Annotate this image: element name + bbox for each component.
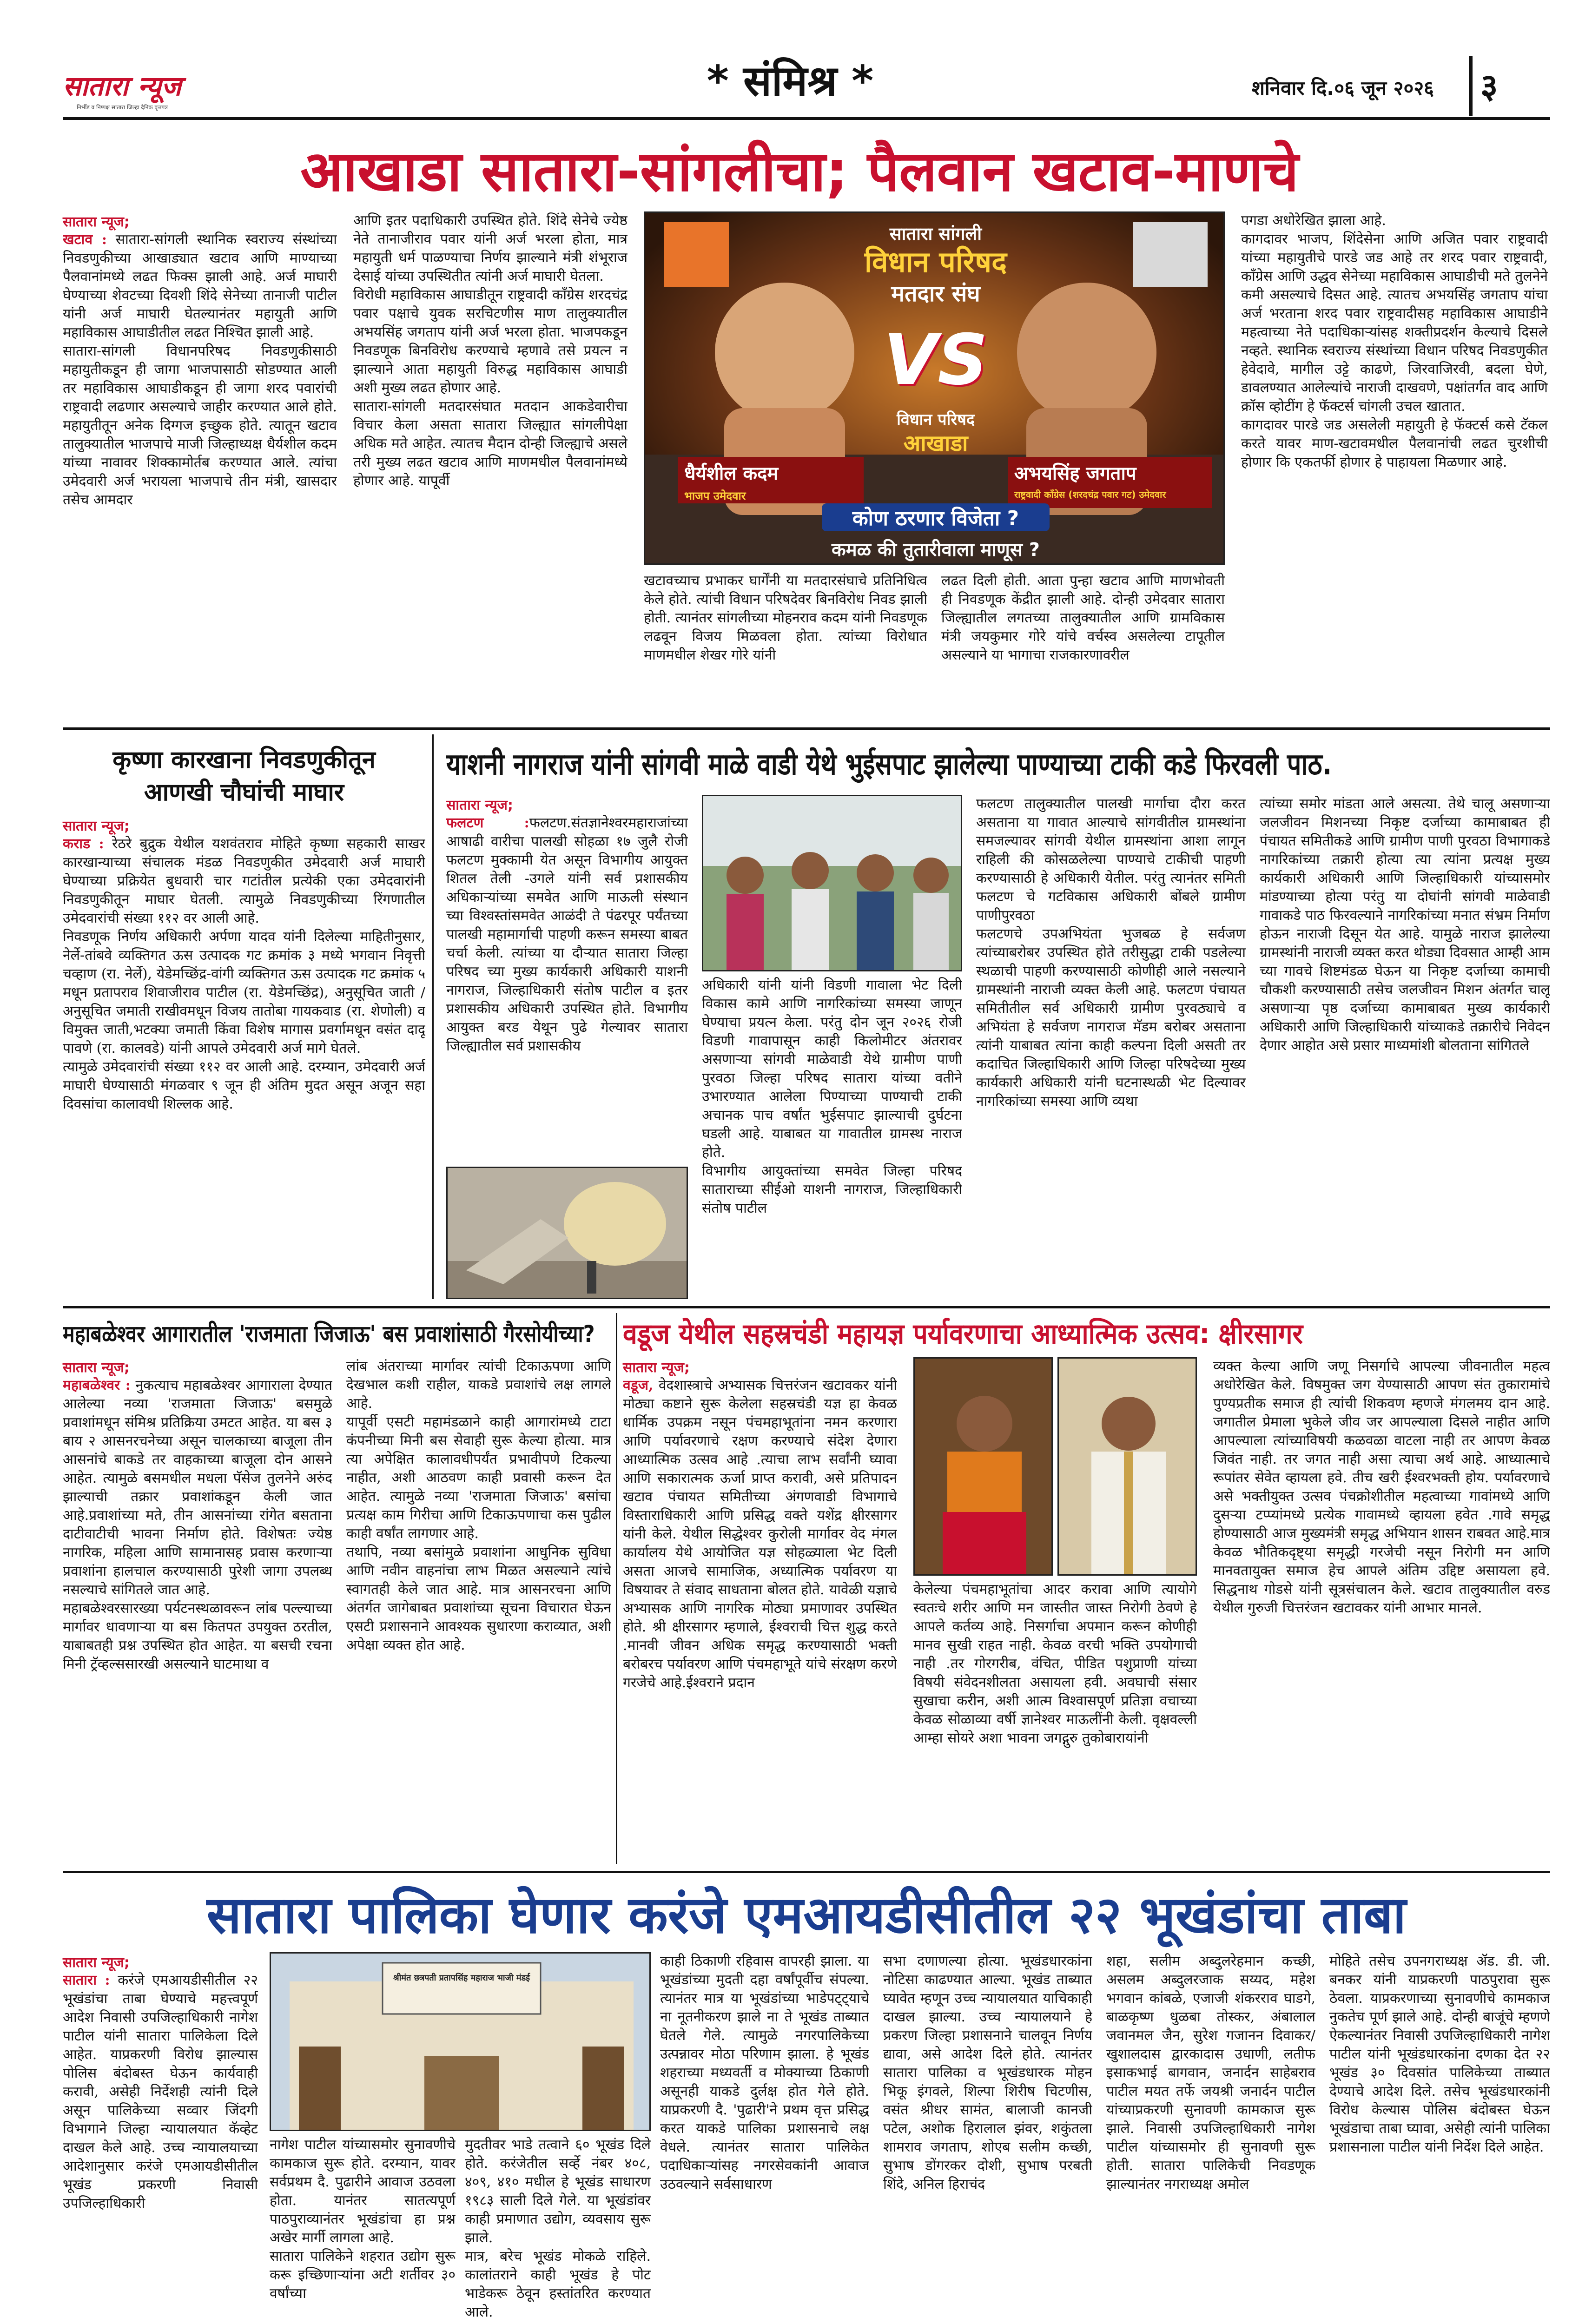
poster-center-line1: विधान परिषद	[897, 410, 975, 429]
story1-col4: लढत दिली होती. आता पुन्हा खटाव आणि माणभोवती ही निवडणूक केंद्रीत झाली आहे. दोन्ही उमेदवार सातारा जिल्ह्यातील लगतच्या तालुक्यातील आणि ग्रामविकास मंत्री जयकुमार गोरे यांचे वर्चस्व असलेल्या टापूतील असल्याने या भागाचा राजकारणावरील	[941, 573, 1225, 663]
dateline: सातारा न्यूज;	[63, 1954, 130, 1971]
candidate-left-plate	[678, 457, 864, 503]
poster-question: कोण ठरणार विजेता ?	[822, 503, 1050, 531]
headline-vaduj-yagna: वडूज येथील सहस्रचंडी महायज्ञ पर्यावरणाचा आध्यात्मिक उत्सव: क्षीरसागर	[623, 1318, 1303, 1350]
candidate-right-party: राष्ट्रवादी काँग्रेस (शरदचंद्र पवार गट) उमेदवार	[1014, 489, 1166, 500]
election-poster	[644, 211, 1225, 565]
tank-illustration	[448, 1168, 688, 1299]
headline-mahabaleshwar-bus: महाबळेश्वर आगारातील 'राजमाता जिजाऊ' बस प्रवाशांसाठी गैरसोयीच्या?	[63, 1320, 595, 1347]
story-text: सातारा : करंजे एमआयडीसीतील २२ भूखंडांचा ताबा घेण्याचे महत्त्वपूर्ण आदेश निवासी उपजिल्हाधिकारी नागेश पाटील यांनी सातारा पालिकेला दिले आहेत. याप्रकरणी विरोध झाल्यास पोलिस बंदोबस्त घेऊन कार्यवाही करावी, असेही निर्देशही त्यांनी दिले असून पालिकेच्या सव्वार जिंदगी विभागाने जिल्हा न्यायालयात कॅव्हेट दाखल केले आहे. उच्च न्यायालयाच्या आदेशानुसार करंजे एमआयडीसीतील भूखंड प्रकरणी निवासी उपजिल्हाधिकारी	[63, 1972, 258, 2212]
page-number: ३	[1480, 66, 1498, 106]
speaker-illustration	[915, 1359, 1053, 1576]
dateline-place: वडूज,	[623, 1377, 654, 1393]
story4-col1	[63, 1357, 332, 1864]
poster-center-line2: आखाडा	[903, 430, 968, 456]
story1-col1	[63, 211, 337, 718]
poster-vs: VS	[883, 320, 988, 401]
story4-col2: लांब अंतराच्या मार्गावर त्यांची टिकाऊपणा आणि देखभाल कशी राहील, याकडे प्रवाशांचे लक्ष लागले आहे. यापूर्वी एसटी महामंडळाने काही आगारांमध्ये टाटा कंपनीच्या मिनी बस सेवाही सुरू केल्या होत्या. मात्र त्या अपेक्षित कालावधीपर्यंत प्रभावीपणे टिकल्या नाहीत, अशी आठवण काही प्रवासी करून देत आहेत. त्यामुळे नव्या 'राजमाता जिजाऊ' बसांचा प्रत्यक्ष काम गिरीचा आणि टिकाऊपणाचा कस पुढील काही वर्षांत लागणार आहे. तथापि, नव्या बसांमुळे प्रवाशांना आधुनिक सुविधा आणि नवीन वाहनांचा लाभ मिळत असल्याने त्यांचे स्वागतही केले जात आहे. मात्र आसनरचना आणि अंतर्गत जागेबाबत प्रवाशांच्या सूचना विचारात घेऊन एसटी प्रशासनाने आवश्यक सुधारणा कराव्यात, अशी अपेक्षा व्यक्त होत आहे.	[346, 1358, 611, 1653]
story1-col2: आणि इतर पदाधिकारी उपस्थित होते. शिंदे सेनेचे ज्येष्ठ नेते तानाजीराव पवार यांनी अर्ज भरला होता, मात्र महायुती धर्म पाळण्याचा निर्णय झाल्याने मंत्री शंभूराज देसाई यांच्या उपस्थितीत त्यांनी अर्ज माघारी घेतला. विरोधी महाविकास आघाडीतून राष्ट्रवादी काँग्रेस शरदचंद्र पवार पक्षाचे युवक सरचिटणीस माण तालुक्यातील अभयसिंह जगताप यांनी अर्ज भरला होता. भाजपकडून निवडणूक बिनविरोध करण्याचे म्हणावे तसे प्रयत्न न झाल्याने आता महायुती विरुद्ध महाविकास आघाडी अशी मुख्य लढत होणार आहे. सातारा-सांगली मतदारसंघात मतदान आकडेवारीचा विचार केला असता सातारा जिल्ह्यात सांगलीपेक्षा अधिक मते आहेत. त्यातच मैदान दोन्ही जिल्ह्याचे असले तरी मुख्य लढत खटाव आणि माणमधील पैलवानांमध्ये होणार आहे. यापूर्वी	[353, 212, 628, 489]
story3-photo-caption: अधिकारी यांनी यांनी विडणी गावाला भेट दिली विकास कामे आणि नागरिकांच्या समस्या जाणून घेण्याचा प्रयत्न केला. परंतु दोन जून २०२६ रोजी विडणी गावापासून काही किलोमीटर अंतरावर असणाऱ्या सांगवी माळेवाडी येथे ग्रामीण पाणी पुरवठा जिल्हा परिषद सातारा यांच्या वतीने उभारण्यात आलेला पिण्याच्या पाण्याची टाकी अचानक पाच वर्षांत भुईसपाट झाल्याची दुर्घटना घडली आहे. याबाबत या गावातील ग्रामस्थ नाराज होते. विभागीय आयुक्तांच्या समवेत जिल्हा परिषद साताराच्या सीईओ याशनी नागराज, जिल्हाधिकारी संतोष पाटील	[702, 977, 962, 1216]
dateline-place: महाबळेश्वर :	[63, 1377, 131, 1393]
page-number-divider	[1469, 56, 1473, 116]
story6-photo-caption: नागेश पाटील यांच्यासमोर सुनावणीचे कामकाज सुरू होते. दरम्यान, यावर सर्वप्रथम दै. पुढारीने आवाज उठवला होता. यानंतर सातत्यपूर्ण पाठपुराव्यानंतर भूखंडांचा हा प्रश्न अखेर मार्गी लागला आहे. सातारा पालिकेने शहरात उद्योग सुरू करू इच्छिणाऱ्यांना अटी शर्तीवर ३० वर्षांच्या	[270, 2137, 456, 2302]
candidate-left-name: धैर्यशील कदम	[684, 463, 779, 484]
section-title: * संमिश्र *	[707, 57, 874, 106]
masthead-rule	[63, 117, 1550, 120]
story6-col1	[63, 1952, 258, 2324]
story5-col3: व्यक्त केल्या आणि जणू निसर्गाचे आपल्या जीवनातील महत्व अधोरेखित केले. विषमुक्त जग येण्यासाठी आपण संत तुकारामांचे पुण्यप्रतीक समाज ही त्यांची शिकवण म्हणजे मंगलमय दान आहे. जगातील प्रेमाला भुकेले जीव जर आपल्याला दिसले नाहीत आणि आपल्याला त्यांच्याविषयी कळवळा वाटला नाही तर आपण केवळ जिवंत नाही. तर जगत नाही असा त्याचा अर्थ आहे. आध्यात्माचे रूपांतर सेवेत व्हायला हवे. तीच खरी ईश्वरभक्ती होय. पर्यावरणाचे असे भक्तीयुक्त उत्सव पंचक्रोशीतील महत्वाच्या गावांमध्ये आणि दुसऱ्या टप्प्यांमध्ये प्रत्येक गावामध्ये व्हायला हवेत .गावे समृद्ध होण्यासाठी आज मुख्यमंत्री समृद्ध अभियान शासन राबवत आहे.मात्र केवळ भौतिकदृष्ट्या समृद्धी गरजेची नसून निरोगी मन आणि मानवतायुक्त समाज हेच आपले अंतिम उद्दिष्ट असायला हवे. सिद्धनाथ गोडसे यांनी सूत्रसंचालन केले. खटाव तालुक्यातील वरुड येथील गुरुजी चित्तरंजन खटावकर यांनी आभार मानले.	[1213, 1358, 1550, 1616]
headline-yashani: याशनी नागराज यांनी सांगवी माळे वाडी येथे भुईसपाट झालेल्या पाण्याच्या टाकी कडे फिरवली पाठ.	[446, 747, 1332, 782]
photo-officials-visit	[702, 795, 962, 971]
story6-col7: मोहिते तसेच उपनगराध्यक्ष ॲड. डी. जी. बनकर यांनी याप्रकरणी पाठपुरावा सुरू ठेवला. याप्रकरणाच्या सुनावणीचे कामकाज नुकतेच पूर्ण झाले आहे. दोन्ही बाजूंचे म्हणणे ऐकल्यानंतर निवासी उपजिल्हाधिकारी नागेश पाटील यांनी भूखंडधारकांना दणका देत २२ भूखंड ३० दिवसांत पालिकेच्या ताब्यात देण्याचे आदेश दिले. तसेच भूखंडधारकांनी विरोध केल्यास पोलिस बंदोबस्त घेऊन भूखंडाचा ताबा घ्यावा, असेही त्यांनी पालिका प्रशासनाला पाटील यांनी निर्देश दिले आहेत.	[1329, 1953, 1550, 2155]
story3-col3: फलटण तालुक्यातील पालखी मार्गाचा दौरा करत असताना या गावात आल्याचे सांगवीतील ग्रामस्थांना समजल्यावर सांगवी येथील ग्रामस्थांना आशा लागून राहिली की कोसळलेल्या पाण्याचे टाकीची पाहणी करण्यासाठी हे अधिकारी येतील. परंतु त्यानंतर समिती फलटण चे गटविकास अधिकारी बोंबले ग्रामीण पाणीपुरवठा फलटणचे उपअभियंता भुजबळ हे सर्वजण त्यांच्याबरोबर उपस्थित होते तरीसुद्धा टाकी पडलेल्या स्थळाची पाहणी करण्यासाठी कोणीही आले नसल्याने ग्रामस्थांनी नाराजी व्यक्त केली आहे. फलटण पंचायत समितीतील सर्व अधिकारी ग्रामीण पुरवठ्याचे व अभियंता हे सर्वजण नागराज मॅडम बरोबर असताना त्यांनी याबाबत त्यांना काही कल्पना दिली असती तर कदाचित जिल्हाधिकारी आणि जिल्हा परिषदेच्या मुख्य कार्यकारी अधिकारी यांनी घटनास्थळी भेट दिल्यावर नागरिकांच्या समस्या आणि व्यथा	[976, 796, 1246, 1109]
section-rule	[63, 727, 1550, 730]
story-text: वडूज, वेदशास्त्राचे अभ्यासक चित्तरंजन खटावकर यांनी मोठ्या कष्टाने सुरू केलेला सहस्रचंडी यज्ञ हा केवळ धार्मिक उपक्रम नसून पंचमहाभूतांना नमन करणारा आणि पर्यावरणाचे रक्षण करण्याचे संदेश देणारा आध्यात्मिक उत्सव आहे .त्याचा लाभ सर्वांनी घ्यावा आणि सकारात्मक ऊर्जा प्राप्त करावी, असे प्रतिपादन खटाव पंचायत समितीच्या अंगणवाडी विभागाचे विस्ताराधिकारी आणि प्रसिद्ध वक्ते यशेंद्र क्षीरसागर यांनी केले. येथील सिद्धेश्वर कुरोली मार्गावर वेद मंगल कार्यालय येथे आयोजित यज्ञ सोहळ्याला भेट दिली असता आजचे सामाजिक, अध्यात्मिक पर्यावरण या विषयावर ते संवाद साधताना बोलत होते. यावेळी यज्ञाचे अभ्यासक आणि नागरिक मोठ्या प्रमाणावर उपस्थित होते. श्री क्षीरसागर म्हणाले, ईश्वराची चित्त शुद्ध करते .मानवी जीवन अधिक समृद्ध करण्यासाठी भक्ती बरोबरच पर्यावरण आणि पंचमहाभूते यांचे संरक्षण करणे गरजेचे आहे.ईश्वराने प्रदान	[623, 1377, 897, 1691]
headline-satara-plots: सातारा पालिका घेणार करंजे एमआयडीसीतील २२ भूखंडांचा ताबा	[206, 1885, 1407, 1945]
story5-col1	[623, 1357, 897, 1864]
candidate-right-plate	[1008, 457, 1212, 508]
masthead	[0, 0, 1592, 116]
candidate-right-name: अभयसिंह जगताप	[1014, 463, 1136, 484]
poster-top: सातारा सांगली	[889, 224, 982, 244]
section-rule	[63, 1871, 1550, 1873]
dateline-place: सातारा :	[63, 1972, 110, 1988]
photo-priest	[1057, 1357, 1197, 1576]
priest-illustration	[1059, 1359, 1197, 1576]
poster-subtitle: मतदार संघ	[891, 281, 980, 307]
story-text: खटाव : सातारा-सांगली स्थानिक स्वराज्य संस्थांच्या निवडणुकीच्या आखाड्यात खटाव आणि माण्याच्या पैलवानांमध्ये लढत फिक्स झाली आहे. अर्ज माघारी घेण्याच्या शेवटच्या दिवशी शिंदे सेनेच्या तानाजी पाटील यांनी अर्ज माघारी घेतल्यानंतर महायुती आणि महाविकास आघाडीतील लढत निश्चित झाली आहे. सातारा-सांगली विधानपरिषद निवडणुकीसाठी महायुतीकडून ही जागा भाजपासाठी सोडण्यात आली तर महाविकास आघाडीकडून ही जागा शरद पवारांची राष्ट्रवादी लढणार असल्याचे जाहीर करण्यात आले होते. महायुतीतून अनेक दिग्गज इच्छुक होते. त्यातून खटाव तालुक्यातील भाजपाचे माजी जिल्हाध्यक्ष धैर्यशील कदम यांच्या नावावर शिक्कामोर्तब करण्यात आले. त्यांचा उमेदवारी अर्ज भरायला भाजपाचे तीन मंत्री, खासदार तसेच आमदार	[63, 231, 337, 508]
story-text: फलटण :फलटण.संतज्ञानेश्वरमहाराजांच्या आषाढी वारीचा पालखी सोहळा १७ जुलै रोजी फलटण मुक्कामी येत असून विभागीय आयुक्त शितल तेली -उगले यांनी सर्व प्रशासकीय अधिकाऱ्यांच्या समवेत आणि माऊली संस्थान च्या विश्वस्तांसमवेत आळंदी ते पंढरपूर पर्यंतच्या पालखी महामार्गाची पाहणी करून समस्या बाबत चर्चा केली. त्यांच्या या दौऱ्यात सातारा जिल्हा परिषद च्या मुख्य कार्यकारी अधिकारी याशनी नागराज, जिल्हाधिकारी संतोष पाटील व इतर प्रशासकीय अधिकारी उपस्थित होते. विभागीय आयुक्त बरड येथून पुढे गेल्यावर सातारा जिल्ह्यातील सर्व प्रशासकीय	[446, 815, 688, 1054]
column-divider	[616, 1313, 617, 1864]
headline-krishna-line2: आणखी चौघांची माघार	[144, 779, 344, 806]
poster-question-sub: कमळ की तुतारीवाला माणूस ?	[831, 539, 1040, 561]
candidate-left-party: भाजप उमेदवार	[684, 489, 746, 502]
dateline-place: कराड :	[63, 836, 104, 852]
building-signboard: श्रीमंत छत्रपती प्रतापसिंह महाराज भाजी मंडई	[393, 1973, 530, 1983]
headline-wrestlers: आखाडा सातारा-सांगलीचा; पैलवान खटाव-माणचे	[300, 139, 1299, 204]
logo-text: सातारा न्यूज	[63, 70, 182, 102]
story6-col4: काही ठिकाणी रहिवास वापरही झाला. या भूखंडांच्या मुदती दहा वर्षांपूर्वीच संपल्या. त्यानंतर मात्र या भूखंडांच्या भाडेपट्ट्याचे ना नूतनीकरण झाले ना ते भूखंड ताब्यात घेतले गेले. त्यामुळे नगरपालिकेच्या उत्पन्नावर मोठा परिणाम झाला. हे भूखंड शहराच्या मध्यवर्ती व मोक्याच्या ठिकाणी असूनही याकडे दुर्लक्ष होत गेले होते. याप्रकरणी दै. 'पुढारी'ने प्रथम वृत्त प्रसिद्ध करत याकडे पालिका प्रशासनाचे लक्ष वेधले. त्यानंतर सातारा पालिकेत पदाधिकाऱ्यांसह नगरसेवकांनी आवाज उठवल्याने सर्वसाधारण	[660, 1953, 869, 2192]
story5-photo-caption: केलेल्या पंचमहाभूतांचा आदर करावा आणि त्यायोगे स्वतःचे शरीर आणि मन जास्तीत जास्त निरोगी ठेवणे हे आपले कर्तव्य आहे. निसर्गाचा अपमान करून कोणीही मानव सुखी राहत नाही. केवळ वरची भक्ति उपयोगाची नाही .तर गोरगरीब, वंचित, पीडित पशुप्राणी यांच्या विषयी संवेदनशीलता असायला हवी. अवघाची संसार सुखाचा करीन, अशी आत्म विश्वासपूर्ण प्रतिज्ञा वचाच्या केवळ सोळाव्या वर्षी ज्ञानेश्वर माऊलींनी केली. वृक्षवल्ली आम्हा सोयरे अशा भावना जगद्गुरु तुकोबारायांनी	[913, 1581, 1197, 1746]
dateline: सातारा न्यूज;	[623, 1360, 690, 1376]
story3-col4: त्यांच्या समोर मांडता आले असत्या. तेथे चालू असणाऱ्या जलजीवन मिशनच्या निकृष्ट दर्जाच्या कामाबाबत ही पंचायत समितीकडे आणि ग्रामीण पाणी पुरवठा विभागाकडे नागरिकांच्या तक्रारी होत्या त्या त्यांना प्रत्यक्ष मुख्य कार्यकारी अधिकारी आणि जिल्हाधिकारी यांच्यासमोर मांडण्याच्या होत्या परंतु या दोघांनी सांगवी माळेवाडी गावाकडे पाठ फिरवल्याने नागरिकांच्या मनात संभ्रम निर्माण होऊन नाराजी दिसून येत आहे. यामुळे नाराज झालेल्या ग्रामस्थांनी नाराजी व्यक्त करत थोड्या दिवसात आम्ही आम च्या गावचे शिष्टमंडळ घेऊन या निकृष्ट दर्जाच्या कामाची चौकशी करण्यासाठी तसेच जलजीवन मिशन अंतर्गत चालू असणाऱ्या पृष्ठ दर्जाच्या कामाबाबत मुख्य कार्यकारी अधिकारी आणि जिल्हाधिकारी यांच्याकडे तक्रारीचे निवेदन देणार आहोत असे प्रसार माध्यमांशी बोलताना सांगितले	[1260, 796, 1550, 1054]
photo-speaker	[913, 1357, 1053, 1576]
story-text: कराड : रेठरे बुद्रुक येथील यशवंतराव मोहिते कृष्णा सहकारी साखर कारखान्याच्या संचालक मंडळ निवडणुकीत उमेदवारी अर्ज माघारी घेण्याच्या प्रक्रियेत बुधवारी चार गटांतील प्रत्येकी एका उमेदवारांनी निवडणुकीतून माघार घेतली. त्यामुळे निवडणुकीच्या रिंगणातील उमेदवारांची संख्या ११२ वर आली आहे. निवडणूक निर्णय अधिकारी अर्पणा यादव यांनी दिलेल्या माहितीनुसार, नेर्ले-तांबवे व्यक्तिगत ऊस उत्पादक गट क्रमांक ३ मध्ये भगवान निवृत्ती चव्हाण (रा. नेर्ले), येडेमच्छिंद्र-वांगी व्यक्तिगत ऊस उत्पादक गट क्रमांक ५ मधून प्रतापराव शिवाजीराव पाटील (रा. येडेमच्छिंद्र), अनुसूचित जाती / अनुसूचित जमाती राखीवमधून विजय तातोबा गायकवाड (रा. शेणोली) व विमुक्त जाती,भटक्या जमाती किंवा विशेष मागास प्रवर्गामधून वसंत दादू पावणे (रा. कालवडे) यांनी आपले उमेदवारी अर्ज मागे घेतले. त्यामुळे उमेदवारांची संख्या ११२ वर आली आहे. दरम्यान, उमेदवारी अर्ज माघारी घेण्यासाठी मंगळवार ९ जून ही अंतिम मुदत असून अजून सहा दिवसांचा कालावधी शिल्लक आहे.	[63, 836, 425, 1112]
dateline-place: खटाव :	[63, 231, 107, 248]
story6-col5: सभा दणाणल्या होत्या. भूखंडधारकांना नोटिसा काढण्यात आल्या. भूखंड ताब्यात घ्यावेत म्हणून उच्च न्यायालयात याचिकाही दाखल झाल्या. उच्च न्यायालयाने हे प्रकरण जिल्हा प्रशासनाने चालवून निर्णय द्यावा, असे आदेश दिले होते. त्यानंतर सातारा पालिका व भूखंडधारक मोहन भिकू इंगवले, शिल्पा शिरीष चिटणीस, वसंत श्रीधर सामंत, बालाजी कानजी पटेल, अशोक हिरालाल झंवर, शकुंतला शामराव जगताप, शोएब सलीम कच्छी, सुभाष डोंगरकर दोशी, सुभाष परबती शिंदे, अनिल हिराचंद	[883, 1953, 1092, 2192]
column-divider	[432, 734, 434, 1299]
photo-water-tank-collapse	[446, 1167, 688, 1299]
section-rule	[63, 1306, 1550, 1308]
issue-date: शनिवार दि.०६ जून २०२६	[1251, 77, 1434, 99]
story1-col5: पगडा अधोरेखित झाला आहे. कागदावर भाजप, शिंदेसेना आणि अजित पवार राष्ट्रवादी यांच्या महायुतीचे पारडे जड आहे तर शरद पवार राष्ट्रवादी, काँग्रेस आणि उद्धव सेनेच्या महाविकास आघाडीची मते तुलनेने कमी असल्याचे दिसत आहे. त्यातच अभयसिंह जगताप यांचा अर्ज भरताना शरद पवार राष्ट्रवादीसह महाविकास आघाडीने महत्वाच्या नेते पदाधिकाऱ्यांसह शक्तीप्रदर्शन केल्याचे दिसले नव्हते. स्थानिक स्वराज्य संस्थांच्या विधान परिषद निवडणुकीत हेवेदावे, मागील उट्टे काढणे, जिरवाजिरवी, बदला घेणे, डावलण्यात आलेल्यांचे नाराजी दाखवणे, पक्षांतर्गत वाद आणि क्रॉस व्होटींग हे फॅक्टर्स चांगली उचल खातात. कागदावर पारडे जड असलेली महायुती हे फॅक्टर्स कसे टॅकल करते यावर माण-खटावमधील पैलवानांची लढत चुरशीची होणार कि एकतर्फी होणार हे पाहायला मिळणार आहे.	[1241, 212, 1548, 470]
dateline: सातारा न्यूज;	[63, 214, 130, 230]
story6-col6: शहा, सलीम अब्दुलरेहमान कच्छी, असलम अब्दुलरजाक सय्यद, महेश भगवान कांबळे, एजाजी शंकरराव घाडगे, बाळकृष्ण धुळबा तोस्कर, अंबालाल जवानमल जैन, सुरेश गजानन दिवाकर/खुशालदास द्वारकादास उधाणी, लतीफ इसाकभाई बागवान, जनार्दन साहेबराव पाटील मयत तर्फे जयश्री जनार्दन पाटील यांच्याप्रकरणी सुनावणी कामकाज सुरू झाले. निवासी उपजिल्हाधिकारी नागेश पाटील यांच्यासमोर ही सुनावणी सुरू होती. सातारा पालिकेची निवडणूक झाल्यानंतर नगराध्यक्ष अमोल	[1106, 1953, 1315, 2192]
story-text: महाबळेश्वर : नुकत्याच महाबळेश्वर आगाराला देण्यात आलेल्या नव्या 'राजमाता जिजाऊ' बसमुळे प्रवाशांमधून संमिश्र प्रतिक्रिया उमटत आहेत. या बस ३ बाय २ आसनरचनेच्या असून चालकाच्या बाजूला तीन आसनांचे बाकडे तर वाहकाच्या बाजूला दोन आसने आहेत. त्यामुळे बसमधील मधला पॅसेज तुलनेने अरुंद झाल्याची तक्रार प्रवाशांकडून केली जात आहे.प्रवाशांच्या मते, तीन आसनांच्या रांगेत बसताना दाटीवाटीची भावना निर्माण होते. विशेषतः ज्येष्ठ नागरिक, महिला आणि सामानासह प्रवास करणाऱ्या प्रवाशांना हालचाल करण्यासाठी पुरेशी जागा उपलब्ध नसल्याचे सांगितले जात आहे. महाबळेश्वरसारख्या पर्यटनस्थळावरून लांब पल्ल्याच्या मार्गावर धावणाऱ्या या बस कितपत उपयुक्त ठरतील, याबाबतही प्रश्न उपस्थित होत आहेत. या बसची रचना मिनी ट्रॅव्हल्ससारखी असल्याने घाटमाथा व	[63, 1377, 332, 1672]
story3-col1	[446, 795, 688, 1162]
photo-market-building	[270, 1952, 651, 2131]
dateline-place: फलटण :	[446, 815, 529, 831]
logo-tagline: निर्भीड व निष्पक्ष सातारा जिल्हा दैनिक वृत्तपत्र	[77, 104, 168, 111]
dateline: सातारा न्यूज;	[63, 818, 130, 834]
headline-krishna-line1: कृष्णा कारखाना निवडणुकीतून	[112, 746, 376, 774]
story6-col3: मुदतीवर भाडे तत्वाने ६० भूखंड दिले होते. करंजेतील सर्व्हे नंबर ४०८, ४०९, ४१० मधील हे भूखंड साधारण १९८३ साली दिले गेले. या भूखंडांवर काही प्रमाणात उद्योग, व्यवसाय सुरू झाले. मात्र, बरेच भूखंड मोकळे राहिले. कालांतराने काही भूखंड हे पोट भाडेकरू ठेवून हस्तांतरित करण्यात आले.	[465, 2137, 651, 2320]
officials-illustration	[703, 796, 962, 971]
story1-col3: खटावच्याच प्रभाकर घार्गेंनी या मतदारसंघाचे प्रतिनिधित्व केले होते. त्यांची विधान परिषदेवर बिनविरोध निवड झाली होती. त्यानंतर सांगलीच्या मोहनराव कदम यांनी निवडणूक लढवून विजय मिळवला होता. त्यांच्या विरोधात माणमधील शेखर गोरे यांनी	[644, 573, 927, 663]
dateline: सातारा न्यूज;	[446, 797, 513, 813]
story2-body	[63, 816, 425, 1299]
dateline: सातारा न्यूज;	[63, 1360, 130, 1376]
poster-title: विधान परिषद	[864, 245, 1007, 279]
